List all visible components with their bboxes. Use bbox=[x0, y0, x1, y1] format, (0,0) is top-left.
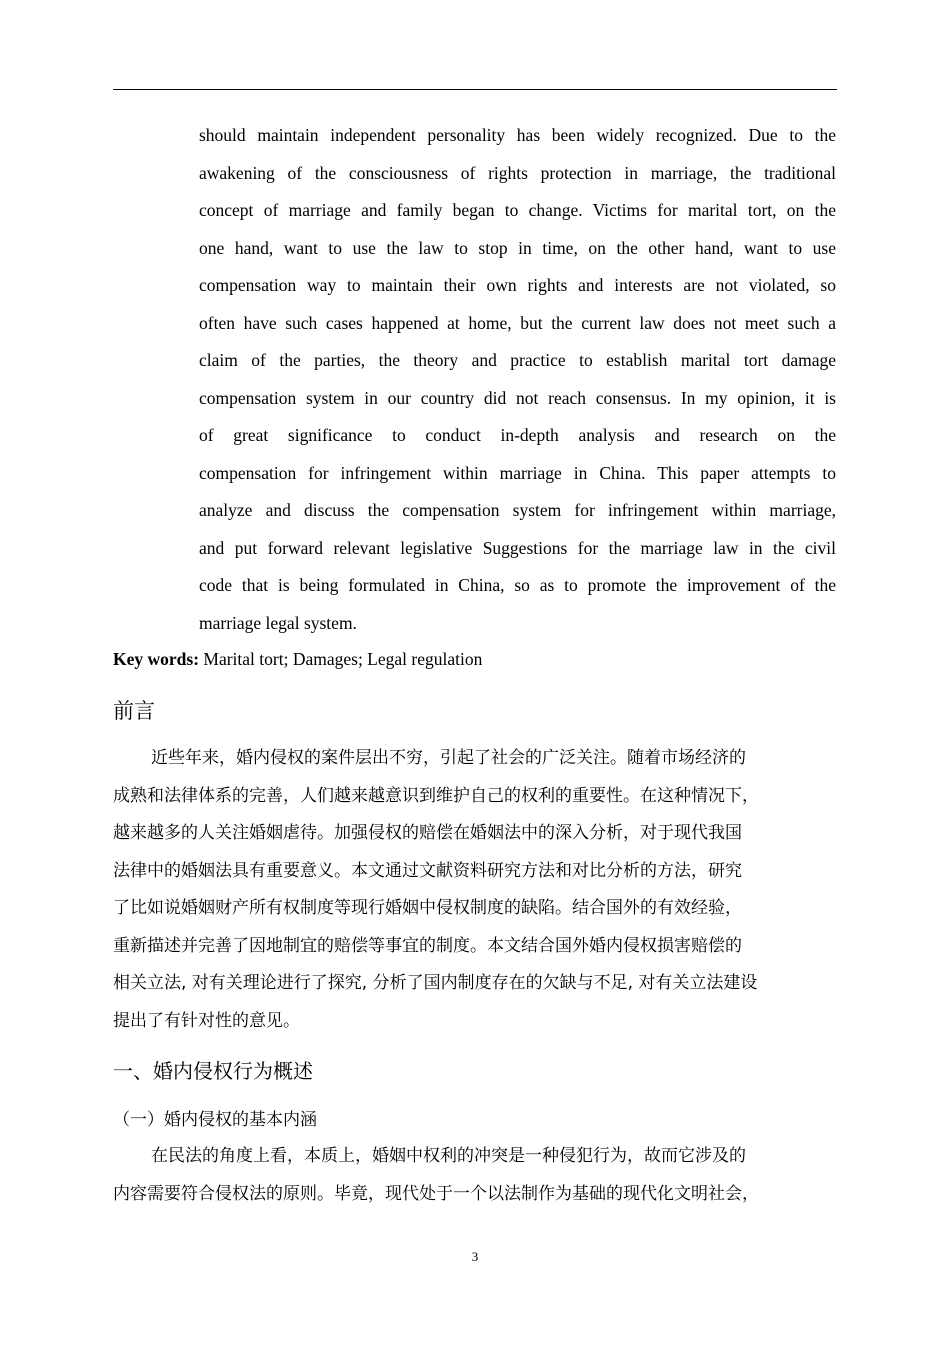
abstract-line: often have such cases happened at home, but the current law does not meet such a bbox=[199, 312, 836, 333]
abstract-line: compensation system in our country did not reach consensus. In my opinion, it is bbox=[199, 387, 836, 408]
paragraph-line: 提出了有针对性的意见。 bbox=[113, 1010, 300, 1031]
paragraph-line: 越来越多的人关注婚姻虐待。加强侵权的赔偿在婚姻法中的深入分析，对于现代我国 bbox=[113, 823, 742, 843]
paragraph-line: 了比如说婚姻财产所有权制度等现行婚姻中侵权制度的缺陷。结合国外的有效经验， bbox=[113, 898, 742, 918]
subsection-heading: （一）婚内侵权的基本内涵 bbox=[113, 1110, 317, 1130]
paragraph-line: 成熟和法律体系的完善，人们越来越意识到维护自己的权利的重要性。在这种情况下， bbox=[113, 785, 759, 806]
subsection-paragraph bbox=[113, 1138, 837, 1213]
abstract-line: awakening of the consciousness of rights protection in marriage, the traditional bbox=[199, 162, 836, 183]
abstract-line: of great significance to conduct in-depth analysis and research on the bbox=[199, 425, 836, 445]
section-heading: 一、婚内侵权行为概述 bbox=[113, 1059, 313, 1083]
paragraph-line: 近些年来，婚内侵权的案件层出不穷，引起了社会的广泛关注。随着市场经济的 bbox=[151, 748, 746, 768]
abstract-line: analyze and discuss the compensation system for infringement within marriage, bbox=[199, 500, 836, 520]
paragraph-line: 相关立法, 对有关理论进行了探究, 分析了国内制度存在的欠缺与不足, 对有关立法建设 bbox=[113, 973, 758, 993]
abstract-line: and put forward relevant legislative Suggestions for the marriage law in the civil bbox=[199, 537, 836, 558]
abstract-line: one hand, want to use the law to stop in time, on the other hand, want to use bbox=[199, 237, 836, 258]
abstract-line: should maintain independent personality has been widely recognized. Due to the bbox=[199, 125, 836, 145]
paragraph-line: 重新描述并完善了因地制宜的赔偿等事宜的制度。本文结合国外婚内侵权损害赔偿的 bbox=[113, 935, 742, 956]
abstract-english-continuation bbox=[199, 117, 836, 642]
abstract-line: marriage legal system. bbox=[199, 612, 357, 633]
keywords bbox=[113, 646, 482, 672]
abstract-line: code that is being formulated in China, so as to promote the improvement of the bbox=[199, 575, 836, 595]
header-rule bbox=[113, 89, 837, 90]
abstract-line: claim of the parties, the theory and practice to establish marital tort damage bbox=[199, 350, 836, 370]
keywords-value: Marital tort; Damages; Legal regulation bbox=[199, 649, 483, 669]
abstract-line: compensation for infringement within marriage in China. This paper attempts to bbox=[199, 462, 836, 483]
paragraph-line: 内容需要符合侵权法的原则。毕竟，现代处于一个以法制作为基础的现代化文明社会， bbox=[113, 1183, 759, 1204]
paragraph-line: 在民法的角度上看，本质上，婚姻中权利的冲突是一种侵犯行为，故而它涉及的 bbox=[151, 1146, 746, 1166]
page-number: 3 bbox=[471, 1249, 479, 1264]
preface-heading: 前言 bbox=[113, 699, 155, 723]
preface-paragraph bbox=[113, 740, 837, 1040]
paragraph-line: 法律中的婚姻法具有重要意义。本文通过文献资料研究方法和对比分析的方法，研究 bbox=[113, 860, 742, 881]
abstract-line: concept of marriage and family began to change. Victims for marital tort, on the bbox=[199, 200, 836, 220]
keywords-label: Key words: bbox=[113, 649, 200, 669]
abstract-line: compensation way to maintain their own rights and interests are not violated, so bbox=[199, 275, 836, 295]
